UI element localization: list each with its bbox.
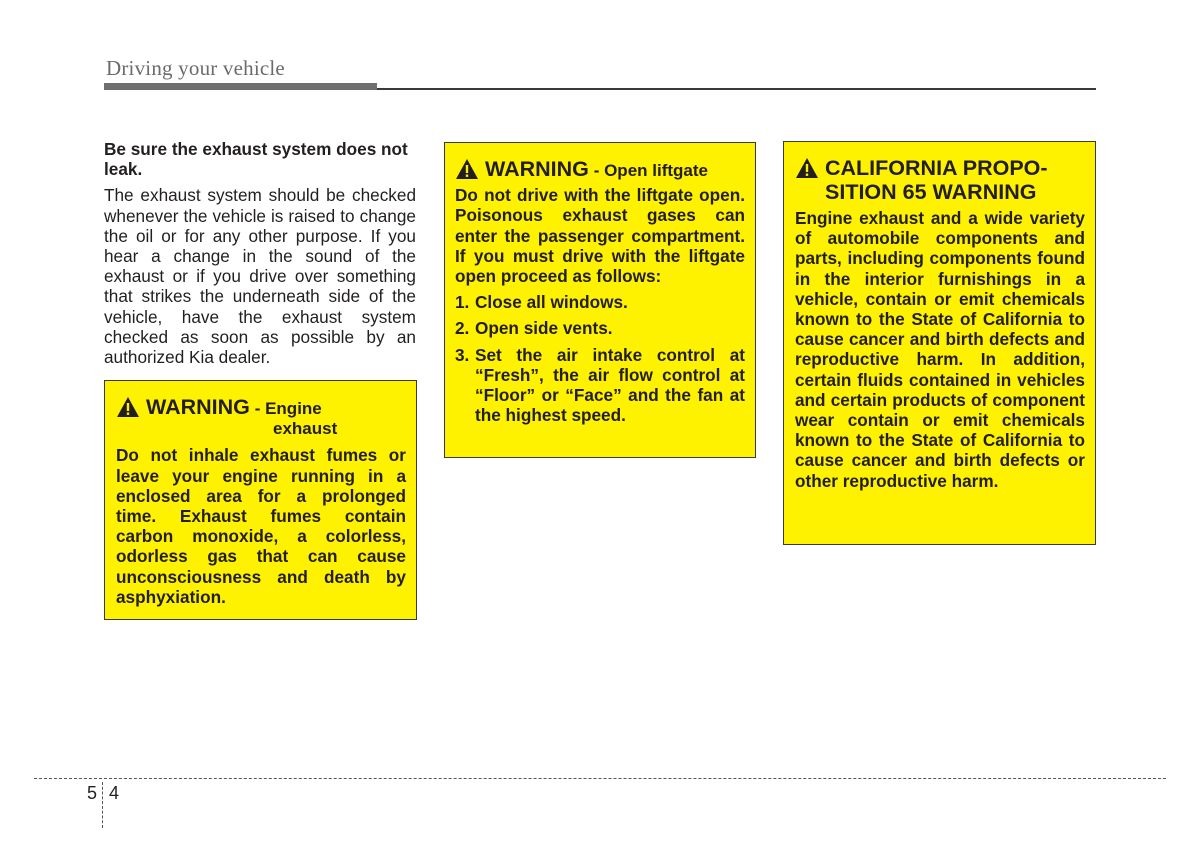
exhaust-leak-section xyxy=(104,139,416,367)
warning-open-liftgate-intro: Do not drive with the liftgate open. Poisonous exhaust gases can enter the passenger compartment. If you must drive with the liftgate open proceed as follows: xyxy=(455,185,745,287)
warning-prop65-title xyxy=(825,156,1048,204)
warning-subtitle: - Engine xyxy=(254,399,322,418)
warning-open-liftgate-box xyxy=(444,142,756,458)
warning-triangle-icon xyxy=(455,158,479,180)
warning-open-liftgate-header xyxy=(455,157,745,181)
step-text: Open side vents. xyxy=(475,318,613,339)
warning-engine-exhaust-box xyxy=(104,380,417,620)
warning-title-line-1: CALIFORNIA PROPO- xyxy=(825,156,1048,180)
warning-label: WARNING xyxy=(485,157,589,181)
header-rule-accent xyxy=(104,83,377,90)
liftgate-steps-list xyxy=(455,292,745,425)
warning-label: WARNING xyxy=(146,395,250,419)
list-item xyxy=(455,292,745,312)
warning-engine-exhaust-header xyxy=(116,395,406,439)
warning-prop65-body: Engine exhaust and a wide variety of automobile components and parts, including components found in the interior furnishings in a vehicle, contain or emit chemicals known to the State of California to cause cancer and birth defects and reproductive harm. In addition, certain fluids contained in vehicles and certain products of component wear contain or emit chemicals known to the State of California to cause cancer and birth defects or other reproductive harm. xyxy=(795,208,1085,491)
page-number-divider xyxy=(102,782,103,828)
warning-subtitle: - Open liftgate xyxy=(593,161,708,180)
footer-divider xyxy=(34,778,1166,779)
warning-engine-exhaust-body: Do not inhale exhaust fumes or leave your engine running in a enclosed area for a prolonged time. Exhaust fumes contain carbon monoxide, a colorless, odorless gas that can cause unconsciousness and death by asphyxiation. xyxy=(116,445,406,607)
warning-title-line-2: SITION 65 WARNING xyxy=(825,180,1037,204)
step-text: Close all windows. xyxy=(475,292,628,313)
section-title: Driving your vehicle xyxy=(106,56,285,80)
list-item xyxy=(455,345,745,426)
warning-prop65-box xyxy=(783,141,1096,545)
warning-triangle-icon xyxy=(116,396,140,418)
step-number: 3. xyxy=(455,344,470,365)
step-number: 1. xyxy=(455,292,470,313)
warning-subtitle-line-2: exhaust xyxy=(273,419,338,439)
list-item xyxy=(455,318,745,338)
chapter-number: 5 xyxy=(87,783,98,803)
warning-engine-exhaust-title xyxy=(146,395,337,439)
warning-triangle-icon xyxy=(795,157,819,179)
exhaust-leak-body: The exhaust system should be checked whenever the vehicle is raised to change the oil or for any other purpose. If you hear a change in the sound of the exhaust or if you drive over something that strikes the underneath side of the vehicle, have the exhaust system checked as soon as possible by an authorized Kia dealer. xyxy=(104,185,416,368)
exhaust-leak-heading: Be sure the exhaust system does not leak. xyxy=(104,139,408,180)
step-number: 2. xyxy=(455,318,470,339)
step-text: Set the air intake control at “Fresh”, the air flow control at “Floor” or “Face” and the fan at the highest speed. xyxy=(475,344,745,426)
warning-prop65-header xyxy=(795,156,1085,204)
warning-open-liftgate-title xyxy=(485,157,708,181)
page-number: 4 xyxy=(109,783,120,803)
